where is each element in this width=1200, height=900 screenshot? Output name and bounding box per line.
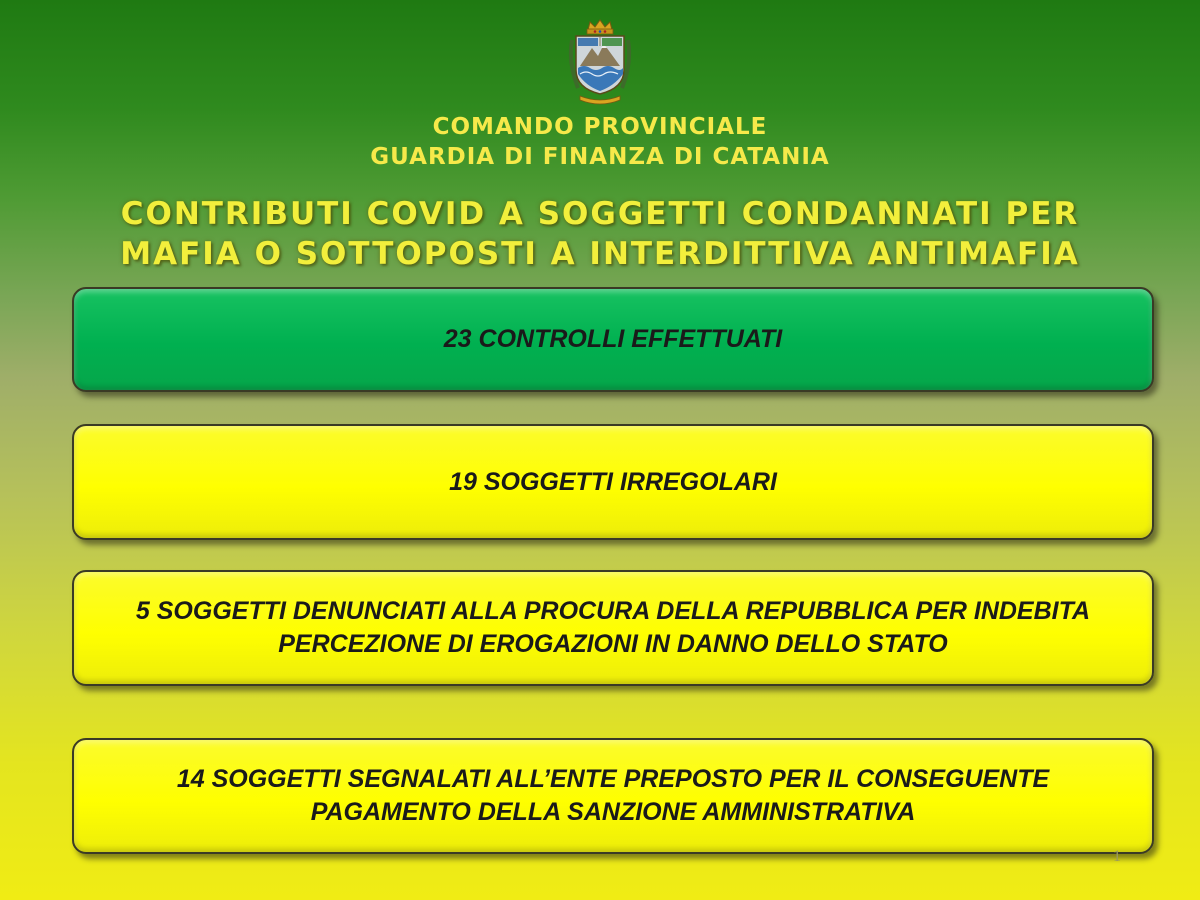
box-controlli-effettuati — [72, 287, 1154, 392]
slide-title-line-1: CONTRIBUTI COVID A SOGGETTI CONDANNATI PER — [120, 196, 1080, 232]
box-soggetti-segnalati — [72, 738, 1154, 854]
box-text-line-1: 5 SOGGETTI DENUNCIATI ALLA PROCURA DELLA REPUBBLICA PER INDEBITA — [135, 597, 1091, 625]
header-line-2: GUARDIA DI FINANZA DI CATANIA — [370, 144, 830, 170]
slide-title-line-2: MAFIA O SOTTOPOSTI A INTERDITTIVA ANTIMAFIA — [120, 236, 1080, 272]
box-soggetti-irregolari — [72, 424, 1154, 540]
box-text: 19 SOGGETTI IRREGOLARI — [449, 467, 777, 496]
box-text: 23 CONTROLLI EFFETTUATI — [443, 325, 783, 353]
box-text-line-1: 14 SOGGETTI SEGNALATI ALL’ENTE PREPOSTO PER IL CONSEGUENTE — [176, 765, 1050, 793]
box-text-line-2: PAGAMENTO DELLA SANZIONE AMMINISTRATIVA — [310, 798, 916, 826]
page-number: 1 — [1113, 848, 1121, 865]
header-line-1: COMANDO PROVINCIALE — [432, 114, 768, 140]
guardia-di-finanza-crest-icon — [566, 18, 634, 106]
box-soggetti-denunciati — [72, 570, 1154, 686]
box-text-line-2: PERCEZIONE DI EROGAZIONI IN DANNO DELLO STATO — [278, 630, 948, 658]
